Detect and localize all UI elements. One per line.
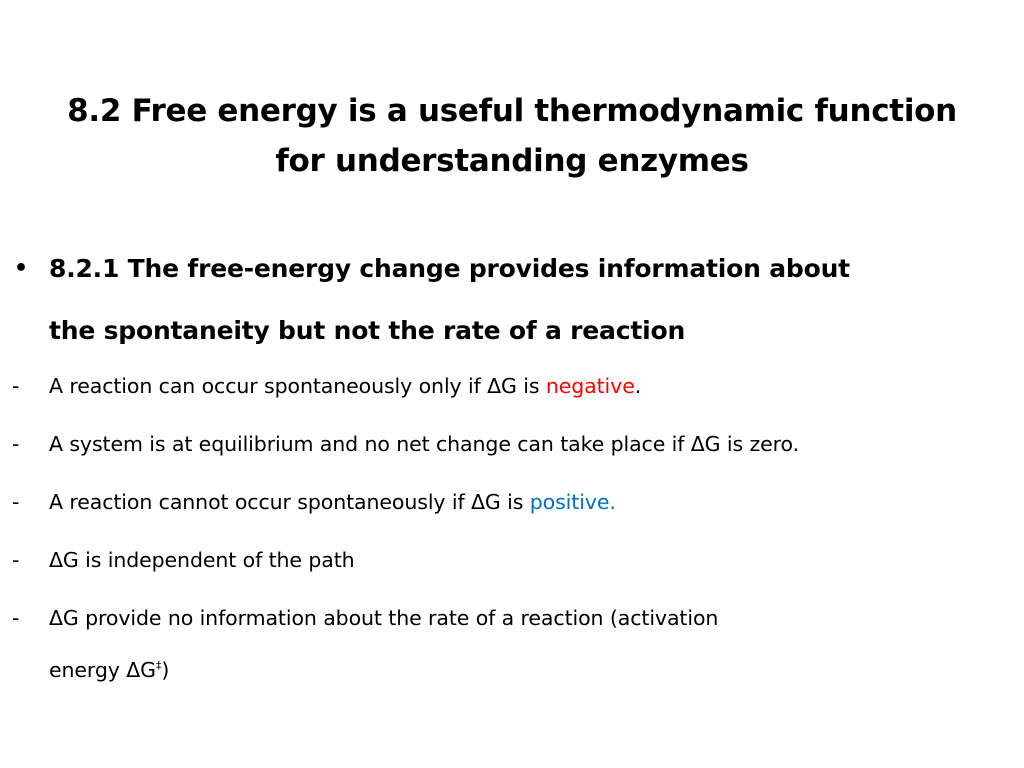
list-item-suffix: . (634, 374, 642, 398)
bullet-dot-icon: • (14, 256, 28, 281)
closing-paren: ) (161, 658, 170, 682)
dash-marker: - (12, 548, 20, 572)
list-item-equilibrium (0, 418, 1024, 470)
main-bullet-text (49, 238, 1004, 362)
list-item-main-text: A reaction can occur spontaneously only if ΔG is (49, 374, 546, 398)
dash-marker: - (12, 490, 20, 514)
slide-title (0, 86, 1024, 186)
list-item-text (49, 476, 1024, 528)
list-item-text: ΔG is independent of the path (49, 548, 355, 572)
list-item-line-2 (49, 644, 1024, 696)
list-item-rate (0, 592, 1024, 696)
list-item-line-1: ΔG provide no information about the rate of a reaction (activation (49, 606, 719, 630)
main-bullet-line-2: the spontaneity but not the rate of a reaction (49, 316, 686, 345)
delta-g-symbol: ΔG (126, 658, 156, 682)
dash-marker: - (12, 432, 20, 456)
main-bullet-line-1: 8.2.1 The free-energy change provides information about (49, 254, 850, 283)
dash-marker: - (12, 606, 20, 630)
list-item-text (49, 360, 1024, 412)
slide-title-line-2: for understanding enzymes (275, 143, 749, 179)
double-dagger-icon: ‡ (155, 659, 162, 672)
list-item-path (0, 534, 1024, 586)
list-item-text (49, 592, 1024, 696)
highlight-positive: positive. (529, 490, 616, 514)
slide-title-line-1: 8.2 Free energy is a useful thermodynamic function (67, 93, 957, 129)
main-bullet (14, 238, 1004, 362)
list-item-line-2-text: energy (49, 658, 127, 682)
list-item-negative (0, 360, 1024, 412)
list-item-positive (0, 476, 1024, 528)
list-item-text: A system is at equilibrium and no net change can take place if ΔG is zero. (49, 432, 800, 456)
list-item-main-text: A reaction cannot occur spontaneously if ΔG is (49, 490, 530, 514)
highlight-negative: negative (545, 374, 635, 398)
dash-marker: - (12, 374, 20, 398)
